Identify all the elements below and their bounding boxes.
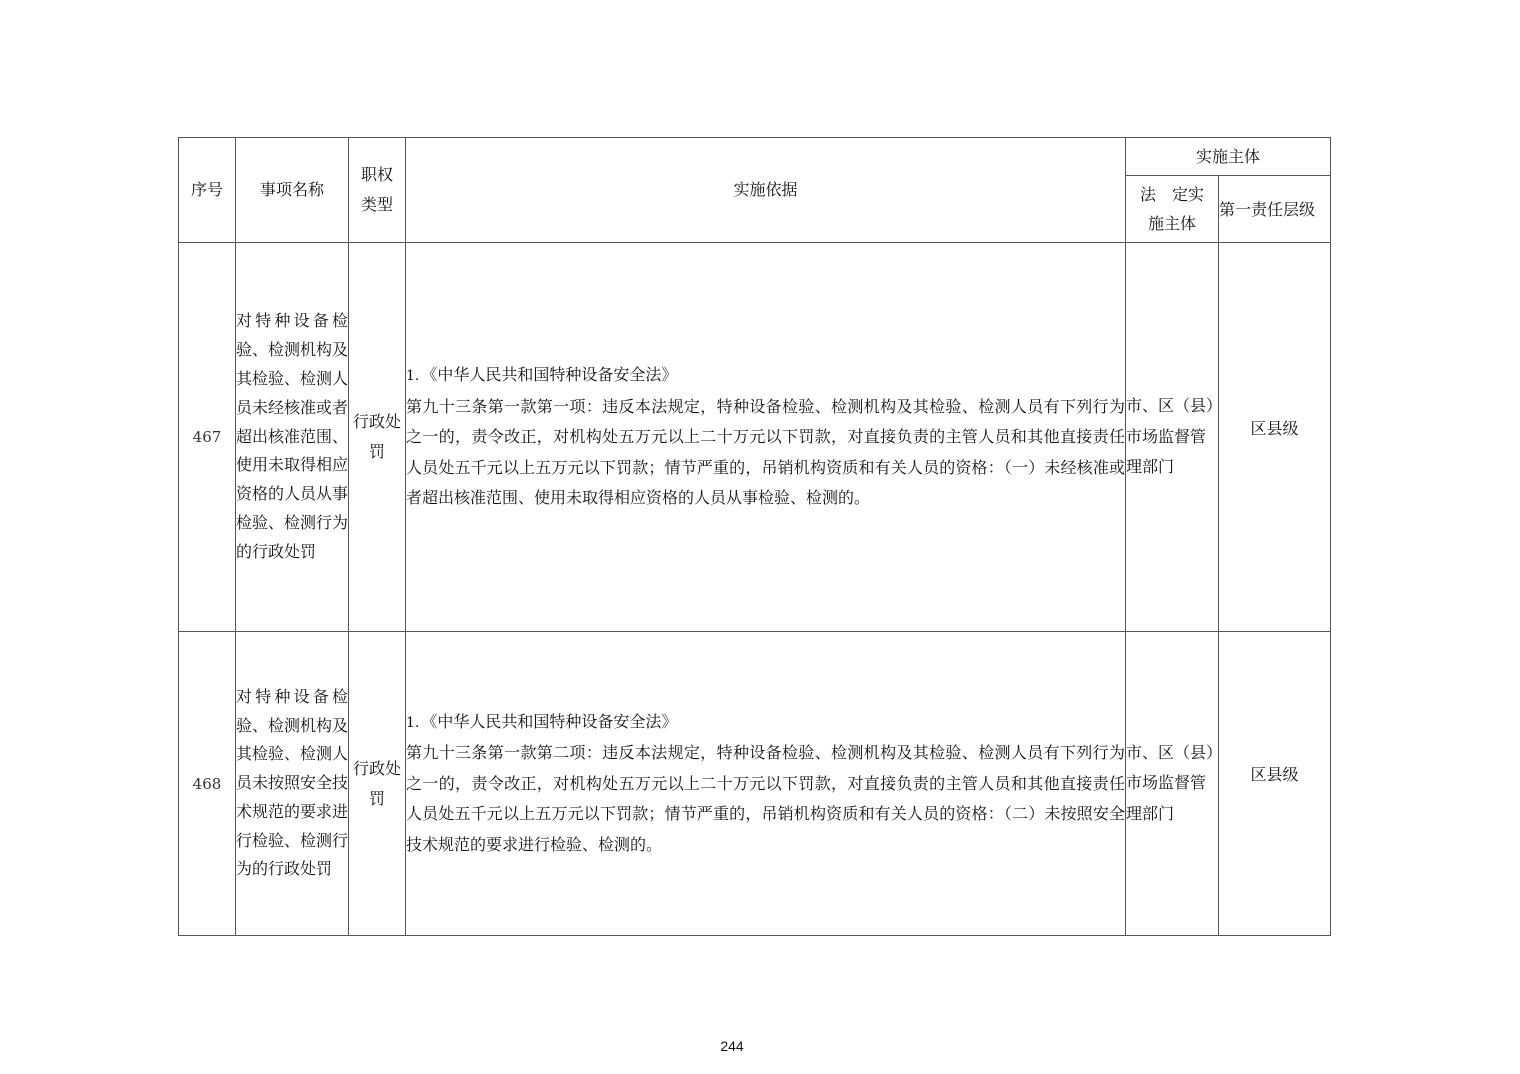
header-item-name: 事项名称 (236, 138, 349, 243)
row-law-title (406, 707, 1125, 739)
table-row (179, 632, 1331, 936)
row-seq: 467 (179, 243, 236, 632)
row-authority-type: 行政处罚 (349, 243, 406, 632)
row-legal-implementer: 市、区（县）市场监督管理部门 (1126, 632, 1219, 936)
row-law-number: 1. (406, 368, 420, 385)
row-first-responsible-level (1219, 632, 1331, 936)
row-law-name: 《中华人民共和国特种设备安全法》 (421, 365, 678, 385)
header-seq: 序号 (179, 138, 236, 243)
page-number: 244 (720, 1038, 744, 1054)
row-item-name: 对特种设备检验、检测机构及其检验、检测人员未经核准或者超出核准范围、使用未取得相应资格的人员从事检验、检测行为的行政处罚 (236, 243, 349, 632)
row-item-name: 对特种设备检验、检测机构及其检验、检测人员未按照安全技术规范的要求进行检验、检测行为的行政处罚 (236, 632, 349, 936)
row-first-responsible-level (1219, 243, 1331, 632)
row-seq: 468 (179, 632, 236, 936)
header-legal-implementer: 法 定实施主体 (1126, 176, 1219, 243)
row-basis (406, 632, 1126, 936)
row-level-text: 区县级 (1250, 765, 1299, 784)
row-authority-type: 行政处罚 (349, 632, 406, 936)
row-article-text: 第九十三条第一款第一项：违反本法规定，特种设备检验、检测机构及其检验、检测人员有下列行为之一的，责令改正，对机构处五万元以上二十万元以下罚款，对直接负责的主管人员和其他直接责任人员处五千元以上五万元以下罚款；情节严重的，吊销机构资质和有关人员的资格：（一）未经核准或者超出核准范围、使用未取得相应资格的人员从事检验、检测的。 (406, 396, 1125, 508)
row-law-name: 《中华人民共和国特种设备安全法》 (421, 711, 678, 731)
row-law-title (406, 360, 1125, 392)
row-level-text: 区县级 (1250, 419, 1299, 438)
row-law-number: 1. (406, 714, 420, 731)
header-authority-type: 职权类型 (349, 138, 406, 243)
header-implementer-group: 实施主体 (1126, 138, 1331, 176)
row-basis (406, 243, 1126, 632)
authority-matrix-table (178, 137, 1331, 936)
table-row (179, 243, 1331, 632)
row-article-text: 第九十三条第一款第二项：违反本法规定，特种设备检验、检测机构及其检验、检测人员有下列行为之一的，责令改正，对机构处五万元以上二十万元以下罚款，对直接负责的主管人员和其他直接责任人员处五千元以上五万元以下罚款；情节严重的，吊销机构资质和有关人员的资格：（二）未按照安全技术规范的要求进行检验、检测的。 (406, 743, 1125, 854)
header-row-top (179, 138, 1331, 176)
header-basis: 实施依据 (406, 138, 1126, 243)
row-legal-implementer: 市、区（县）市场监督管理部门 (1126, 243, 1219, 632)
header-first-responsible-level: 第一责任层级 (1219, 176, 1331, 243)
